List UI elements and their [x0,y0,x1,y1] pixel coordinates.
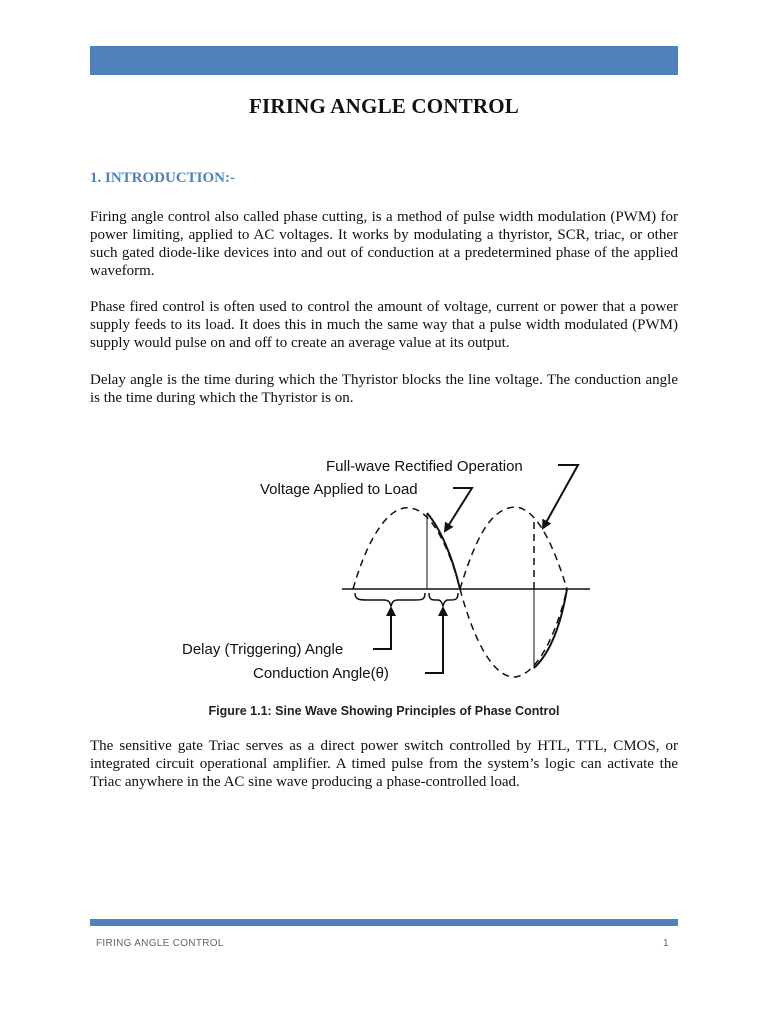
arrow-conduction-angle [425,608,443,673]
delay-angle-brace [355,593,425,606]
paragraph-intro: Firing angle control also called phase cutting, is a method of pulse width modulation (PWM) for power limiting, applied to AC voltages. It works by modulating a thyristor, SCR, triac, or other such gated diode-like devices into and out of conduction at a predetermined phase of the applied waveform. [90,209,678,279]
paragraph-delay-angle: Delay angle is the time during which the Thyristor blocks the line voltage. The conduction angle is the time during which the Thyristor is on. [90,372,678,406]
paragraph-phase-fired: Phase fired control is often used to control the amount of voltage, current or power that a power supply feeds to its load. It does this in much the same way that a pulse width modulated (PWM) supply would pulse on and off to create an average value at its output. [90,299,678,351]
header-bar [90,46,678,75]
paragraph-triac: The sensitive gate Triac serves as a direct power switch controlled by HTL, TTL, CMOS, or integrated circuit operational amplifier. A timed pulse from the system’s logic can activate the Triac anywhere in the AC sine wave producing a phase-controlled load. [90,738,678,790]
arrow-delay-angle [373,608,391,649]
negative-half-wave-dashed [460,589,567,677]
page-title: FIRING ANGLE CONTROL [248,94,520,118]
footer-bar [90,919,678,926]
first-half-wave-dashed [353,508,460,589]
phase-control-figure [170,450,610,690]
conducting-portion-first [427,513,460,589]
section-heading: 1. INTRODUCTION:- [90,170,236,186]
figure-caption: Figure 1.1: Sine Wave Showing Principles of Phase Control [208,704,560,718]
rectified-half-wave-dashed [460,507,567,589]
label-conduction-angle: Conduction Angle(θ) [253,665,389,682]
label-full-wave: Full-wave Rectified Operation [326,458,523,475]
phase-control-diagram [170,450,610,690]
footer-title: FIRING ANGLE CONTROL [96,938,224,949]
label-delay-angle: Delay (Triggering) Angle [182,641,344,658]
label-voltage-load: Voltage Applied to Load [260,481,418,498]
footer-page-number: 1 [663,938,669,949]
arrow-full-wave [543,465,578,528]
conducting-portion-negative [534,589,567,668]
conduction-angle-brace [429,593,458,606]
arrow-voltage-load [445,488,472,531]
